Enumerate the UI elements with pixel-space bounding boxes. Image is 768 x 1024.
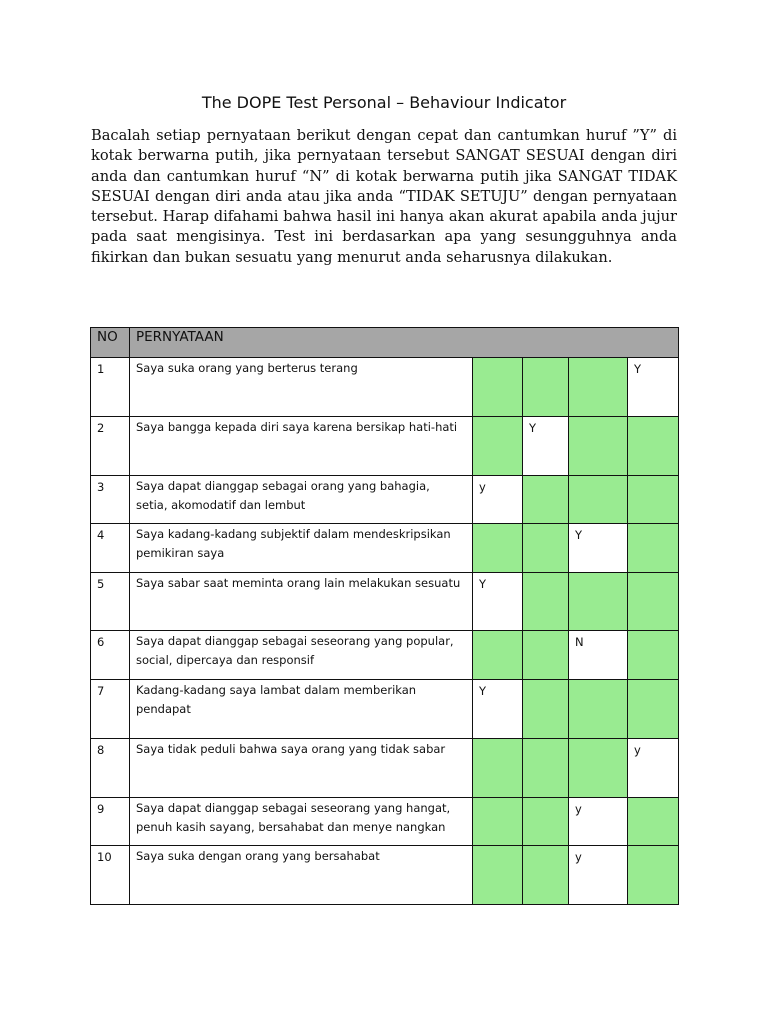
answer-cell-white[interactable]: y	[569, 846, 628, 905]
table-row	[91, 573, 679, 631]
row-statement: Saya dapat dianggap sebagai seseorang yang hangat, penuh kasih sayang, bersahabat dan menye nangkan	[130, 798, 473, 846]
table-row	[91, 680, 679, 739]
row-number: 1	[91, 358, 130, 417]
answer-cell-white[interactable]: N	[569, 631, 628, 680]
table-row	[91, 739, 679, 798]
answer-cell-green	[523, 358, 569, 417]
row-statement: Saya bangga kepada diri saya karena bersikap hati-hati	[130, 417, 473, 476]
row-statement: Saya sabar saat meminta orang lain melakukan sesuatu	[130, 573, 473, 631]
answer-cell-green	[473, 798, 523, 846]
row-statement: Saya kadang-kadang subjektif dalam mendeskripsikan pemikiran saya	[130, 524, 473, 573]
answer-cell-green	[628, 846, 679, 905]
answer-cell-green	[628, 573, 679, 631]
answer-cell-white[interactable]: Y	[473, 680, 523, 739]
row-number: 10	[91, 846, 130, 905]
table-body	[91, 358, 679, 905]
answer-cell-green	[523, 680, 569, 739]
answer-cell-green	[473, 846, 523, 905]
table-row	[91, 524, 679, 573]
row-statement: Saya tidak peduli bahwa saya orang yang tidak sabar	[130, 739, 473, 798]
answer-cell-green	[523, 739, 569, 798]
table-row	[91, 631, 679, 680]
answer-cell-green	[628, 524, 679, 573]
row-statement: Saya suka orang yang berterus terang	[130, 358, 473, 417]
answer-cell-white[interactable]: y	[473, 476, 523, 524]
header-statement: PERNYATAAN	[130, 328, 679, 358]
answer-cell-green	[523, 524, 569, 573]
row-number: 9	[91, 798, 130, 846]
answer-cell-green	[628, 680, 679, 739]
answer-cell-green	[569, 739, 628, 798]
row-number: 3	[91, 476, 130, 524]
answer-cell-green	[473, 739, 523, 798]
answer-cell-white[interactable]: y	[628, 739, 679, 798]
answer-cell-green	[523, 476, 569, 524]
instructions-paragraph: Bacalah setiap pernyataan berikut dengan cepat dan cantumkan huruf ”Y” di kotak berwarna putih, jika pernyataan tersebut SANGAT SESUAI dengan diri anda dan cantumkan huruf “N” di kotak berwarna putih jika SANGAT TIDAK SESUAI dengan diri anda atau jika anda “TIDAK SETUJU” dengan pernyataan tersebut. Harap difahami bahwa hasil ini hanya akan akurat apabila anda jujur pada saat mengisinya. Test ini berdasarkan apa yang sesungguhnya anda fikirkan dan bukan sesuatu yang menurut anda seharusnya dilakukan.	[91, 127, 677, 266]
table-header-row	[91, 328, 679, 358]
answer-cell-green	[473, 631, 523, 680]
answer-cell-green	[473, 358, 523, 417]
questionnaire-table	[90, 327, 679, 905]
row-statement: Saya dapat dianggap sebagai orang yang bahagia, setia, akomodatif dan lembut	[130, 476, 473, 524]
answer-cell-white[interactable]: Y	[569, 524, 628, 573]
answer-cell-green	[628, 417, 679, 476]
answer-cell-green	[628, 631, 679, 680]
answer-cell-green	[569, 476, 628, 524]
row-statement: Saya dapat dianggap sebagai seseorang yang popular, social, dipercaya dan responsif	[130, 631, 473, 680]
row-number: 4	[91, 524, 130, 573]
answer-cell-white[interactable]: Y	[523, 417, 569, 476]
table-row	[91, 417, 679, 476]
answer-cell-white[interactable]: y	[569, 798, 628, 846]
answer-cell-green	[628, 476, 679, 524]
row-number: 7	[91, 680, 130, 739]
row-number: 5	[91, 573, 130, 631]
answer-cell-green	[569, 680, 628, 739]
answer-cell-green	[569, 417, 628, 476]
answer-cell-green	[523, 798, 569, 846]
answer-cell-green	[523, 573, 569, 631]
table-row	[91, 798, 679, 846]
table-row	[91, 358, 679, 417]
row-number: 8	[91, 739, 130, 798]
answer-cell-green	[473, 524, 523, 573]
answer-cell-green	[569, 573, 628, 631]
row-statement: Kadang-kadang saya lambat dalam memberikan pendapat	[130, 680, 473, 739]
document-title: The DOPE Test Personal – Behaviour Indicator	[201, 93, 567, 112]
header-no: NO	[91, 328, 130, 358]
answer-cell-green	[569, 358, 628, 417]
answer-cell-green	[628, 798, 679, 846]
row-number: 2	[91, 417, 130, 476]
answer-cell-white[interactable]: Y	[628, 358, 679, 417]
table-row	[91, 846, 679, 905]
table-row	[91, 476, 679, 524]
row-number: 6	[91, 631, 130, 680]
answer-cell-green	[523, 631, 569, 680]
row-statement: Saya suka dengan orang yang bersahabat	[130, 846, 473, 905]
answer-cell-white[interactable]: Y	[473, 573, 523, 631]
answer-cell-green	[523, 846, 569, 905]
answer-cell-green	[473, 417, 523, 476]
